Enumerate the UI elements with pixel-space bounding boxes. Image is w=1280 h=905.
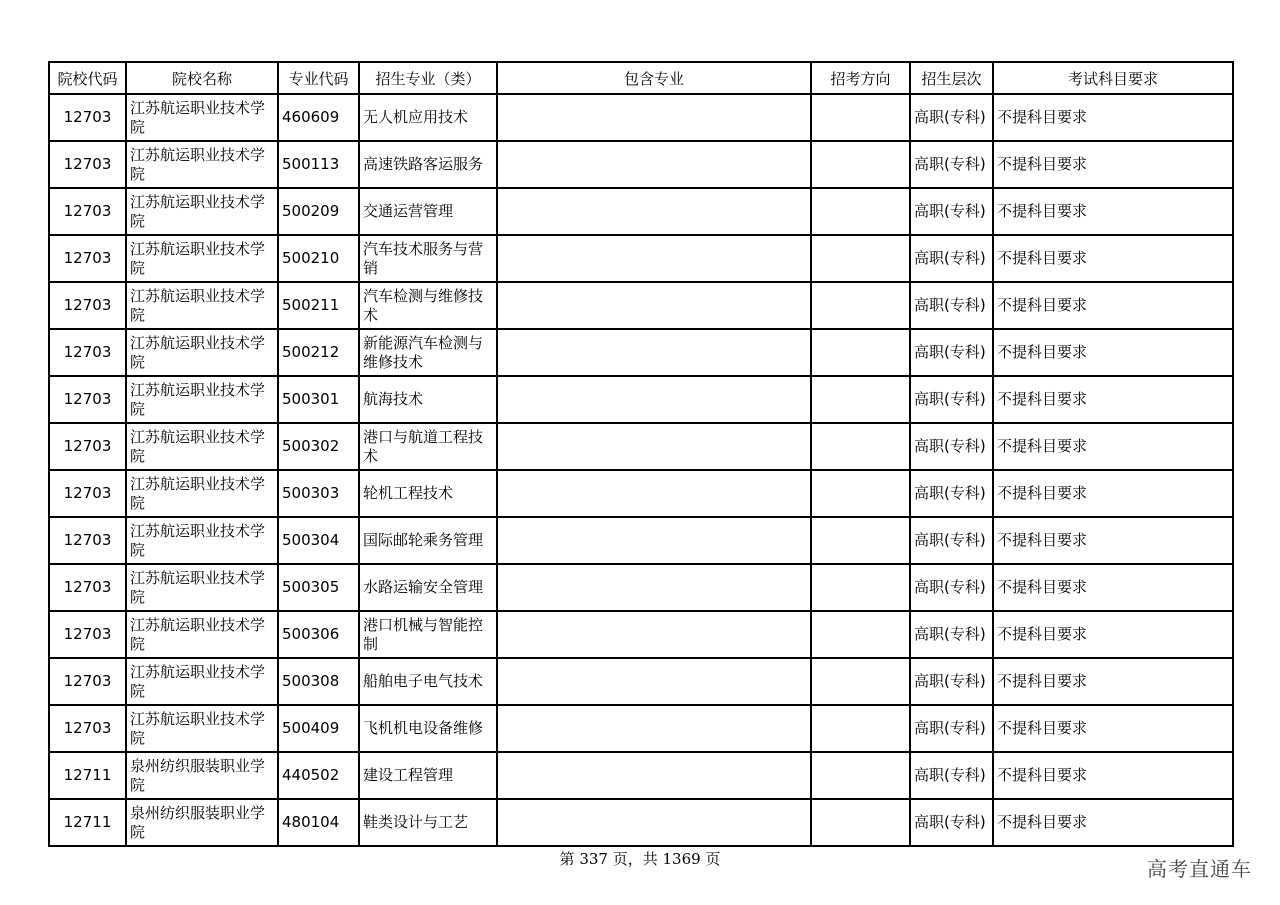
cell-major-code: 500409 (278, 705, 359, 752)
cell-school-code: 12703 (49, 658, 126, 705)
cell-direction (811, 376, 910, 423)
cell-requirement: 不提科目要求 (993, 94, 1233, 141)
cell-included-majors (497, 799, 811, 846)
cell-level: 高职(专科) (910, 611, 993, 658)
table-row (49, 282, 1233, 329)
cell-included-majors (497, 282, 811, 329)
header-included-majors: 包含专业 (497, 62, 811, 94)
cell-level: 高职(专科) (910, 235, 993, 282)
cell-requirement: 不提科目要求 (993, 141, 1233, 188)
cell-school-name: 江苏航运职业技术学院 (126, 329, 278, 376)
cell-requirement: 不提科目要求 (993, 517, 1233, 564)
cell-major-code: 500305 (278, 564, 359, 611)
table-row (49, 799, 1233, 846)
cell-school-code: 12703 (49, 94, 126, 141)
cell-major-code: 500302 (278, 423, 359, 470)
cell-requirement: 不提科目要求 (993, 611, 1233, 658)
cell-school-name: 江苏航运职业技术学院 (126, 188, 278, 235)
cell-included-majors (497, 658, 811, 705)
cell-level: 高职(专科) (910, 564, 993, 611)
cell-requirement: 不提科目要求 (993, 329, 1233, 376)
header-major: 招生专业（类） (359, 62, 497, 94)
cell-major-code: 500308 (278, 658, 359, 705)
cell-school-name: 江苏航运职业技术学院 (126, 658, 278, 705)
cell-direction (811, 470, 910, 517)
cell-level: 高职(专科) (910, 752, 993, 799)
cell-included-majors (497, 611, 811, 658)
cell-major: 汽车检测与维修技术 (359, 282, 497, 329)
cell-school-name: 江苏航运职业技术学院 (126, 611, 278, 658)
cell-included-majors (497, 329, 811, 376)
cell-school-code: 12703 (49, 611, 126, 658)
cell-level: 高职(专科) (910, 94, 993, 141)
table-row (49, 564, 1233, 611)
cell-direction (811, 188, 910, 235)
table-row (49, 188, 1233, 235)
table-row (49, 517, 1233, 564)
cell-requirement: 不提科目要求 (993, 188, 1233, 235)
cell-school-name: 江苏航运职业技术学院 (126, 94, 278, 141)
cell-major: 港口与航道工程技术 (359, 423, 497, 470)
cell-direction (811, 329, 910, 376)
cell-school-code: 12711 (49, 799, 126, 846)
cell-direction (811, 799, 910, 846)
cell-major-code: 500301 (278, 376, 359, 423)
cell-included-majors (497, 235, 811, 282)
cell-major: 飞机机电设备维修 (359, 705, 497, 752)
cell-school-code: 12703 (49, 564, 126, 611)
cell-level: 高职(专科) (910, 282, 993, 329)
cell-included-majors (497, 517, 811, 564)
header-major-code: 专业代码 (278, 62, 359, 94)
cell-direction (811, 658, 910, 705)
cell-requirement: 不提科目要求 (993, 282, 1233, 329)
header-direction: 招考方向 (811, 62, 910, 94)
page-number: 第 337 页，共 1369 页 (559, 850, 721, 868)
cell-level: 高职(专科) (910, 329, 993, 376)
header-requirement: 考试科目要求 (993, 62, 1233, 94)
cell-school-code: 12703 (49, 423, 126, 470)
cell-direction (811, 517, 910, 564)
cell-requirement: 不提科目要求 (993, 752, 1233, 799)
cell-direction (811, 94, 910, 141)
cell-major-code: 500212 (278, 329, 359, 376)
cell-requirement: 不提科目要求 (993, 376, 1233, 423)
cell-included-majors (497, 423, 811, 470)
cell-direction (811, 611, 910, 658)
cell-major: 鞋类设计与工艺 (359, 799, 497, 846)
cell-school-code: 12703 (49, 235, 126, 282)
table-row (49, 235, 1233, 282)
table-row (49, 94, 1233, 141)
cell-school-code: 12703 (49, 282, 126, 329)
cell-requirement: 不提科目要求 (993, 470, 1233, 517)
cell-school-name: 泉州纺织服装职业学院 (126, 799, 278, 846)
cell-school-code: 12703 (49, 470, 126, 517)
cell-school-code: 12703 (49, 376, 126, 423)
cell-direction (811, 235, 910, 282)
cell-major: 建设工程管理 (359, 752, 497, 799)
cell-major: 轮机工程技术 (359, 470, 497, 517)
cell-direction (811, 752, 910, 799)
cell-direction (811, 423, 910, 470)
cell-school-name: 江苏航运职业技术学院 (126, 564, 278, 611)
cell-level: 高职(专科) (910, 376, 993, 423)
table-row (49, 705, 1233, 752)
cell-level: 高职(专科) (910, 799, 993, 846)
cell-level: 高职(专科) (910, 141, 993, 188)
cell-direction (811, 141, 910, 188)
cell-level: 高职(专科) (910, 423, 993, 470)
cell-included-majors (497, 94, 811, 141)
cell-requirement: 不提科目要求 (993, 799, 1233, 846)
table-row (49, 470, 1233, 517)
table-row (49, 376, 1233, 423)
cell-school-name: 江苏航运职业技术学院 (126, 235, 278, 282)
cell-direction (811, 705, 910, 752)
cell-requirement: 不提科目要求 (993, 423, 1233, 470)
cell-included-majors (497, 705, 811, 752)
cell-major: 交通运营管理 (359, 188, 497, 235)
cell-major-code: 480104 (278, 799, 359, 846)
cell-included-majors (497, 141, 811, 188)
table-row (49, 611, 1233, 658)
cell-requirement: 不提科目要求 (993, 658, 1233, 705)
table-row (49, 329, 1233, 376)
cell-included-majors (497, 470, 811, 517)
cell-level: 高职(专科) (910, 705, 993, 752)
cell-requirement: 不提科目要求 (993, 564, 1233, 611)
cell-level: 高职(专科) (910, 658, 993, 705)
header-school-name: 院校名称 (126, 62, 278, 94)
cell-major-code: 500209 (278, 188, 359, 235)
cell-major: 水路运输安全管理 (359, 564, 497, 611)
cell-major-code: 500113 (278, 141, 359, 188)
cell-included-majors (497, 188, 811, 235)
admissions-table (48, 61, 1234, 847)
cell-school-name: 江苏航运职业技术学院 (126, 517, 278, 564)
cell-major: 港口机械与智能控制 (359, 611, 497, 658)
cell-major: 新能源汽车检测与维修技术 (359, 329, 497, 376)
cell-major-code: 500304 (278, 517, 359, 564)
cell-school-name: 江苏航运职业技术学院 (126, 282, 278, 329)
cell-major: 国际邮轮乘务管理 (359, 517, 497, 564)
cell-major: 航海技术 (359, 376, 497, 423)
cell-direction (811, 564, 910, 611)
table-body (49, 94, 1233, 846)
cell-major-code: 440502 (278, 752, 359, 799)
cell-school-code: 12711 (49, 752, 126, 799)
cell-school-code: 12703 (49, 517, 126, 564)
cell-major: 高速铁路客运服务 (359, 141, 497, 188)
header-row (49, 62, 1233, 94)
cell-school-name: 江苏航运职业技术学院 (126, 423, 278, 470)
table-header (49, 62, 1233, 94)
cell-school-code: 12703 (49, 705, 126, 752)
cell-major: 无人机应用技术 (359, 94, 497, 141)
cell-major-code: 500306 (278, 611, 359, 658)
cell-major: 汽车技术服务与营销 (359, 235, 497, 282)
cell-included-majors (497, 376, 811, 423)
table-row (49, 141, 1233, 188)
cell-major-code: 500303 (278, 470, 359, 517)
cell-major-code: 500211 (278, 282, 359, 329)
table-row (49, 423, 1233, 470)
cell-level: 高职(专科) (910, 470, 993, 517)
cell-school-name: 江苏航运职业技术学院 (126, 376, 278, 423)
cell-included-majors (497, 752, 811, 799)
table-row (49, 752, 1233, 799)
cell-school-name: 江苏航运职业技术学院 (126, 141, 278, 188)
cell-included-majors (497, 564, 811, 611)
cell-school-name: 江苏航运职业技术学院 (126, 705, 278, 752)
header-school-code: 院校代码 (49, 62, 126, 94)
cell-major-code: 460609 (278, 94, 359, 141)
header-level: 招生层次 (910, 62, 993, 94)
cell-direction (811, 282, 910, 329)
cell-major-code: 500210 (278, 235, 359, 282)
cell-school-code: 12703 (49, 141, 126, 188)
cell-major: 船舶电子电气技术 (359, 658, 497, 705)
cell-school-name: 泉州纺织服装职业学院 (126, 752, 278, 799)
cell-requirement: 不提科目要求 (993, 235, 1233, 282)
cell-school-code: 12703 (49, 188, 126, 235)
cell-school-name: 江苏航运职业技术学院 (126, 470, 278, 517)
watermark-text: 高考直通车 (1147, 857, 1252, 881)
cell-school-code: 12703 (49, 329, 126, 376)
cell-requirement: 不提科目要求 (993, 705, 1233, 752)
cell-level: 高职(专科) (910, 517, 993, 564)
cell-level: 高职(专科) (910, 188, 993, 235)
table-row (49, 658, 1233, 705)
